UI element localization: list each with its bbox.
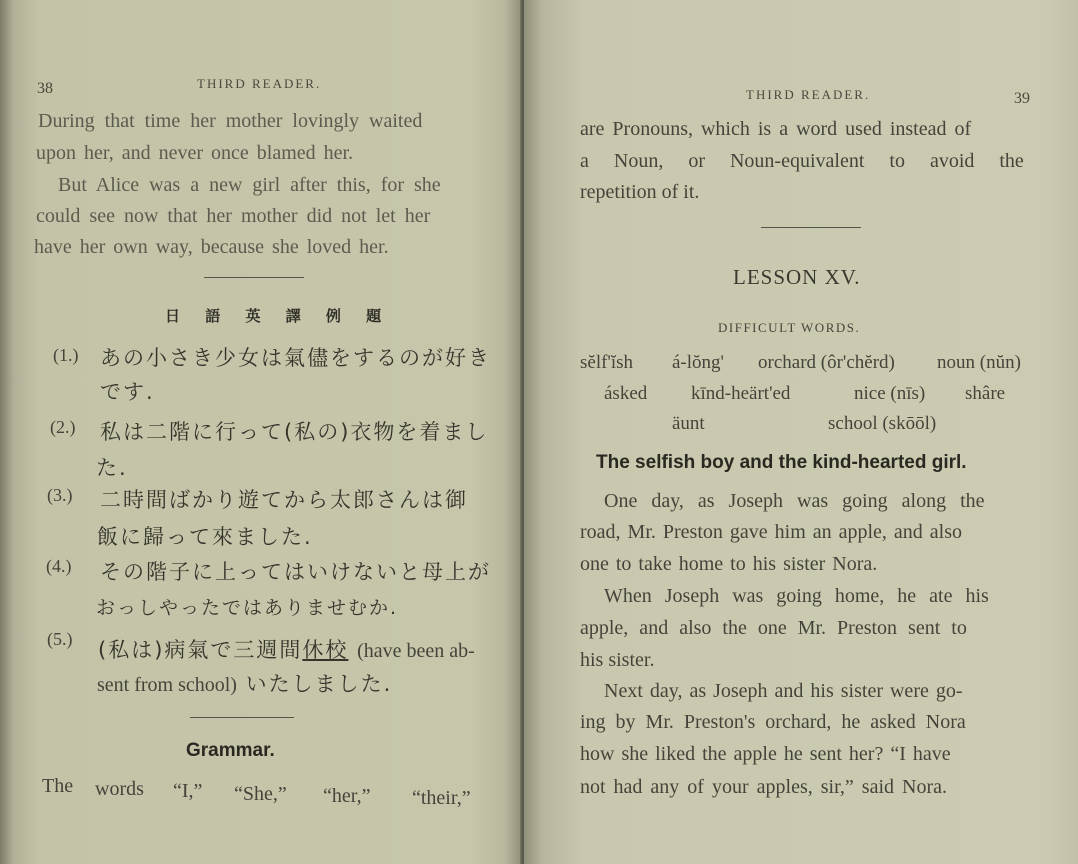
section-divider <box>190 717 294 718</box>
page-number-right: 39 <box>1014 90 1030 107</box>
exercise-jp-part: (私は)病氣で三週間 <box>98 638 303 662</box>
running-head-right: THIRD READER. <box>746 87 871 102</box>
grammar-heading: Grammar. <box>186 740 275 761</box>
grammar-word: “her,” <box>323 785 371 807</box>
text-line: have her own way, because she loved her. <box>34 236 389 258</box>
vocab-word: ásked <box>604 383 648 404</box>
text-line: When Joseph was going home, he ate his <box>604 585 989 607</box>
text-line: a Noun, or Noun-equivalent to avoid the <box>580 150 1024 172</box>
text-line: how she liked the apple he sent her? “I have <box>580 743 951 765</box>
text-line: repetition of it. <box>580 181 700 203</box>
exercise-number: (4.) <box>46 556 72 576</box>
vocab-word: orchard (ôr'chĕrd) <box>758 352 895 373</box>
text-line: road, Mr. Preston gave him an apple, and also <box>580 521 963 543</box>
exercise-en-part: sent from school) <box>97 674 237 696</box>
vocab-word: shâre <box>965 383 1006 404</box>
section-divider <box>204 277 304 278</box>
text-line: his sister. <box>580 649 655 671</box>
page-number-left: 38 <box>37 80 53 97</box>
exercise-number: (2.) <box>50 417 76 437</box>
exercise-jp-underlined: 休校 <box>302 638 349 662</box>
vocab-word: äunt <box>672 413 705 434</box>
left-page <box>0 0 522 864</box>
text-line: But Alice was a new girl after this, for she <box>58 174 441 196</box>
vocab-word: sĕlf'ĭsh <box>580 352 634 373</box>
grammar-word: “I,” <box>173 780 203 802</box>
vocab-word: nice (nīs) <box>854 383 926 404</box>
exercise-number: (1.) <box>53 345 79 365</box>
exercise-text: おっしやったではありませむか. <box>96 597 399 619</box>
exercise-jp-part: いたしました. <box>245 672 393 696</box>
lesson-title: LESSON XV. <box>733 265 861 289</box>
vocab-word: kīnd-heärt'ed <box>691 383 791 404</box>
text-line: During that time her mother lovingly waited <box>38 110 423 132</box>
grammar-word: The <box>42 775 74 797</box>
exercise-text: た. <box>96 456 128 480</box>
right-page <box>524 0 1078 864</box>
exercise-number: (3.) <box>47 485 73 505</box>
running-head-left: THIRD READER. <box>197 76 322 91</box>
exercise-heading: 日 語 英 譯 例 題 <box>165 307 392 325</box>
exercise-number: (5.) <box>47 629 73 649</box>
exercise-text <box>98 634 475 664</box>
exercise-text: 飯に歸って來ました. <box>97 525 313 549</box>
vocab-word: school (skōōl) <box>828 413 937 434</box>
text-line: One day, as Joseph was going along the <box>604 490 985 512</box>
difficult-words-heading: DIFFICULT WORDS. <box>718 320 861 335</box>
text-line: upon her, and never once blamed her. <box>36 142 354 164</box>
exercise-text: です. <box>100 380 155 404</box>
exercise-text: あの小さき少女は氣儘をするのが好き <box>100 346 491 370</box>
exercise-text <box>97 668 392 698</box>
text-line: are Pronouns, which is a word used instead of <box>580 118 972 140</box>
grammar-word: words <box>95 778 144 800</box>
exercise-en-part: (have been ab- <box>357 640 475 662</box>
vocab-word: noun (nŭn) <box>937 352 1021 373</box>
exercise-text: 二時間ばかり遊てから太郎さんは御 <box>100 488 468 512</box>
vocab-word: á-lŏng' <box>672 352 724 373</box>
text-line: could see now that her mother did not let her <box>36 205 431 227</box>
section-divider <box>761 227 861 228</box>
grammar-word: “their,” <box>412 787 471 809</box>
text-line: one to take home to his sister Nora. <box>580 553 878 575</box>
text-line: ing by Mr. Preston's orchard, he asked Nora <box>580 711 966 733</box>
grammar-word: “She,” <box>234 783 287 805</box>
text-line: Next day, as Joseph and his sister were go- <box>604 680 963 702</box>
text-line: apple, and also the one Mr. Preston sent to <box>580 617 967 639</box>
story-title: The selfish boy and the kind-hearted girl. <box>596 452 967 473</box>
exercise-text: その階子に上ってはいけないと母上が <box>100 560 491 584</box>
exercise-text: 私は二階に行って(私の)衣物を着まし <box>100 420 489 444</box>
text-line: not had any of your apples, sir,” said Nora. <box>580 776 947 798</box>
